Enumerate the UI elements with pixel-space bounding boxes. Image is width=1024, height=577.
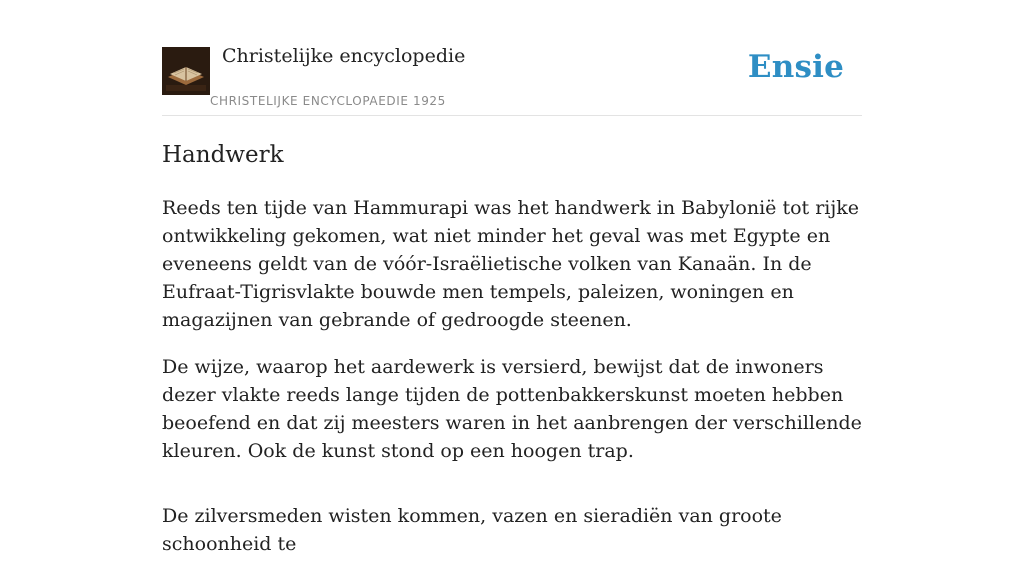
article-paragraph: Reeds ten tijde van Hammurapi was het handwerk in Babylonië tot rijke ontwikkeling gekomen, wat niet minder het geval was met Egypte en eveneens geldt van de vóór-Israëlietische volken van Kanaän. In de Eufraat-Tigrisvlakte bouwde men tempels, paleizen, woningen en magazijnen van gebrande of gedroogde steenen. — [162, 197, 859, 331]
book-avatar[interactable] — [162, 47, 210, 95]
header — [162, 0, 862, 116]
article — [162, 138, 862, 577]
brand-logo[interactable]: Ensie — [747, 49, 844, 85]
article-paragraph: De wijze, waarop het aardewerk is versierd, bewijst dat de inwoners dezer vlakte reeds lange tijden de pottenbakkerskunst moeten hebben beoefend en dat zij meesters waren in het aanbrengen der verschillende kleuren. Ook de kunst stond op een hoogen trap. — [162, 356, 862, 462]
article-paragraph: De zilversmeden wisten kommen, vazen en sieradiën van groote schoonheid te — [162, 505, 782, 555]
open-book-icon — [162, 47, 210, 95]
source-subtitle[interactable]: CHRISTELIJKE ENCYCLOPAEDIE 1925 — [210, 94, 446, 108]
site-title[interactable]: Christelijke encyclopedie — [222, 45, 466, 67]
article-title: Handwerk — [162, 142, 284, 168]
